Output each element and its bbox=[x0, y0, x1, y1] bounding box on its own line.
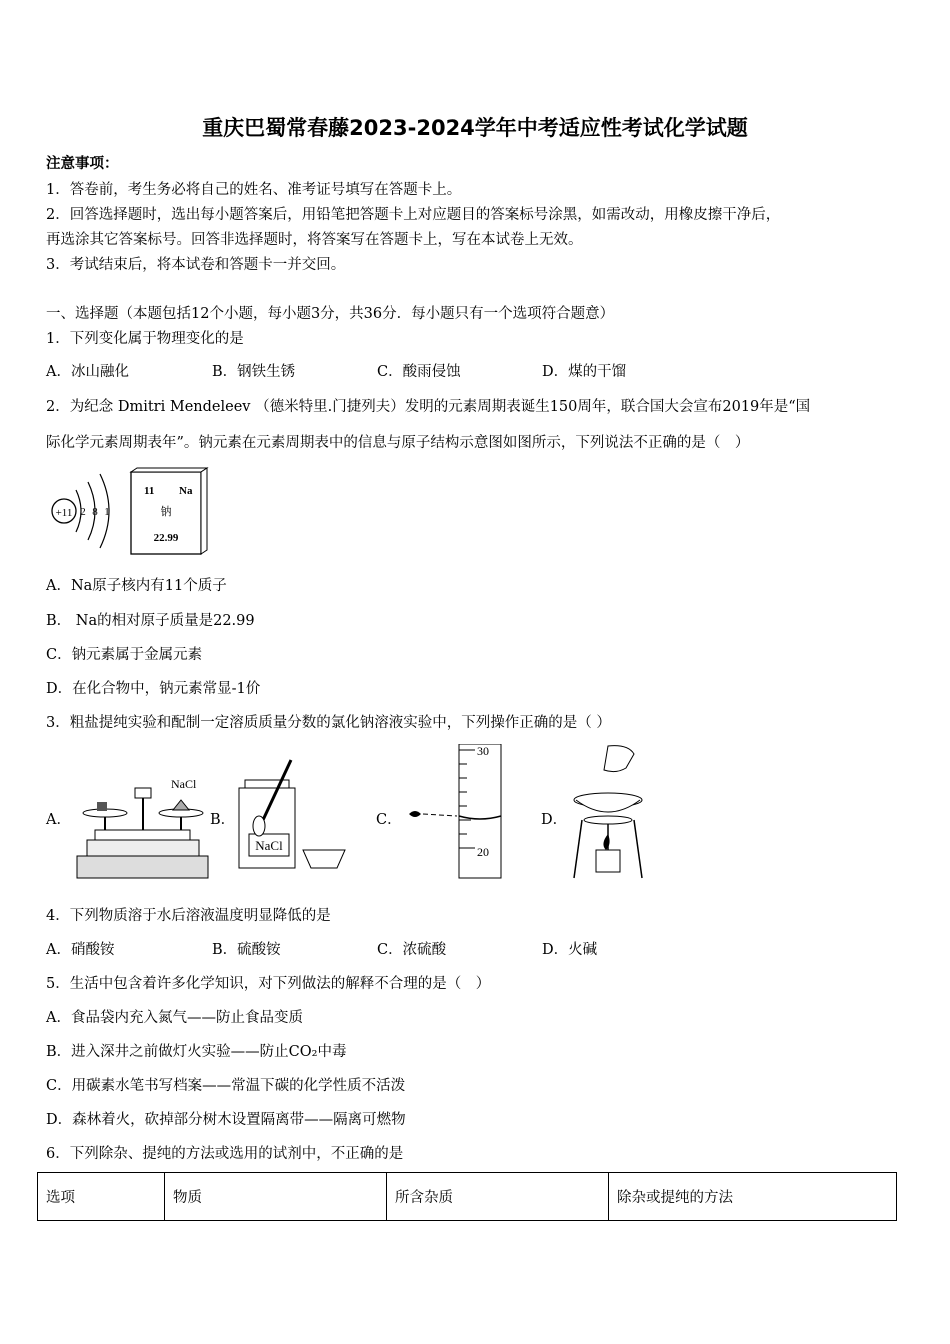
periodic-table-cell bbox=[131, 468, 207, 554]
q1-option-d[interactable]: D．煤的干馏 bbox=[542, 364, 627, 380]
q3-label-c[interactable]: C． bbox=[376, 812, 402, 828]
q2-option-b[interactable]: B． Na的相对原子质量是22.99 bbox=[46, 613, 255, 629]
reagent-bottle-figure bbox=[233, 750, 358, 880]
q2-option-d[interactable]: D．在化合物中，钠元素常显-1价 bbox=[46, 681, 261, 697]
balance-figure bbox=[75, 770, 210, 880]
shell-3-electrons: 1 bbox=[104, 506, 110, 518]
notice-item-3: 3．考试结束后，将本试卷和答题卡一并交回。 bbox=[46, 257, 346, 273]
q1-option-c[interactable]: C．酸雨侵蚀 bbox=[377, 364, 461, 380]
element-name: 钠 bbox=[160, 506, 172, 518]
nucleus-charge: +11 bbox=[55, 507, 73, 519]
shell-2-electrons: 8 bbox=[92, 506, 98, 518]
notice-heading: 注意事项： bbox=[46, 155, 119, 172]
section-heading: 一、选择题（本题包括12个小题，每小题3分，共36分．每小题只有一个选项符合题意） bbox=[46, 306, 615, 322]
notice-item-2-cont: 再选涂其它答案标号。回答非选择题时，将答案写在答题卡上，写在本试卷上无效。 bbox=[46, 232, 583, 248]
q1-option-b[interactable]: B．钢铁生锈 bbox=[212, 364, 296, 380]
cylinder-tick-20: 20 bbox=[477, 845, 489, 859]
table-header-row bbox=[38, 1173, 897, 1221]
bottle-nacl-label: NaCl bbox=[255, 838, 283, 853]
notice-item-2: 2．回答选择题时，选出每小题答案后，用铅笔把答题卡上对应题目的答案标号涂黑，如需改动，用橡皮擦干净后， bbox=[46, 207, 781, 223]
q5-option-b[interactable]: B．进入深井之前做灯火实验——防止CO₂中毒 bbox=[46, 1044, 347, 1060]
table-header-cell: 除杂或提纯的方法 bbox=[609, 1173, 897, 1221]
q5-stem: 5．生活中包含着许多化学知识，对下列做法的解释不合理的是（ ） bbox=[46, 976, 491, 992]
table-header-cell: 选项 bbox=[38, 1173, 165, 1221]
q4-option-c[interactable]: C．浓硫酸 bbox=[377, 942, 447, 958]
q2-stem-line2: 际化学元素周期表年”。钠元素在元素周期表中的信息与原子结构示意图如图所示，下列说法不正确的是（ ） bbox=[46, 435, 750, 451]
q4-stem: 4．下列物质溶于水后溶液温度明显降低的是 bbox=[46, 908, 331, 924]
q5-option-c[interactable]: C．用碳素水笔书写档案——常温下碳的化学性质不活泼 bbox=[46, 1078, 406, 1094]
q3-label-d[interactable]: D． bbox=[541, 812, 568, 828]
atomic-number: 11 bbox=[144, 485, 155, 497]
q6-table bbox=[37, 1172, 897, 1221]
q2-option-a[interactable]: A．Na原子核内有11个质子 bbox=[46, 578, 227, 594]
q1-option-a[interactable]: A．冰山融化 bbox=[46, 364, 129, 380]
q4-option-b[interactable]: B．硫酸铵 bbox=[212, 942, 281, 958]
q3-label-b[interactable]: B． bbox=[210, 812, 236, 828]
q5-option-a[interactable]: A．食品袋内充入氮气——防止食品变质 bbox=[46, 1010, 303, 1026]
evaporation-figure bbox=[568, 744, 648, 880]
cylinder-tick-30: 30 bbox=[477, 744, 489, 758]
atomic-mass: 22.99 bbox=[153, 532, 179, 544]
table-header-cell: 物质 bbox=[165, 1173, 387, 1221]
q6-stem: 6．下列除杂、提纯的方法或选用的试剂中，不正确的是 bbox=[46, 1146, 404, 1162]
page-title: 重庆巴蜀常春藤2023-2024学年中考适应性考试化学试题 bbox=[202, 116, 748, 140]
table-header-cell: 所含杂质 bbox=[387, 1173, 609, 1221]
q5-option-d[interactable]: D．森林着火，砍掉部分树木设置隔离带——隔离可燃物 bbox=[46, 1112, 406, 1128]
element-symbol: Na bbox=[179, 485, 193, 497]
sodium-figure bbox=[46, 466, 216, 558]
q3-stem: 3．粗盐提纯实验和配制一定溶质质量分数的氯化钠溶液实验中，下列操作正确的是（ ） bbox=[46, 715, 611, 731]
shell-1-electrons: 2 bbox=[80, 506, 86, 518]
notice-item-1: 1．答卷前，考生务必将自己的姓名、准考证号填写在答题卡上。 bbox=[46, 182, 462, 198]
q4-options bbox=[46, 938, 646, 958]
q3-label-a[interactable]: A． bbox=[46, 812, 71, 828]
q2-stem-line1: 2．为纪念 Dmitri Mendeleev （德米特里.门捷列夫）发明的元素周期表诞生150周年，联合国大会宣布2019年是“国 bbox=[46, 399, 811, 415]
q1-stem: 1．下列变化属于物理变化的是 bbox=[46, 331, 244, 347]
atom-structure-diagram bbox=[52, 474, 110, 548]
q4-option-d[interactable]: D．火碱 bbox=[542, 942, 598, 958]
q2-option-c[interactable]: C．钠元素属于金属元素 bbox=[46, 647, 203, 663]
balance-nacl-label: NaCl bbox=[171, 777, 197, 791]
graduated-cylinder-figure bbox=[405, 744, 505, 880]
q4-option-a[interactable]: A．硝酸铵 bbox=[46, 942, 115, 958]
q1-options bbox=[46, 360, 646, 380]
